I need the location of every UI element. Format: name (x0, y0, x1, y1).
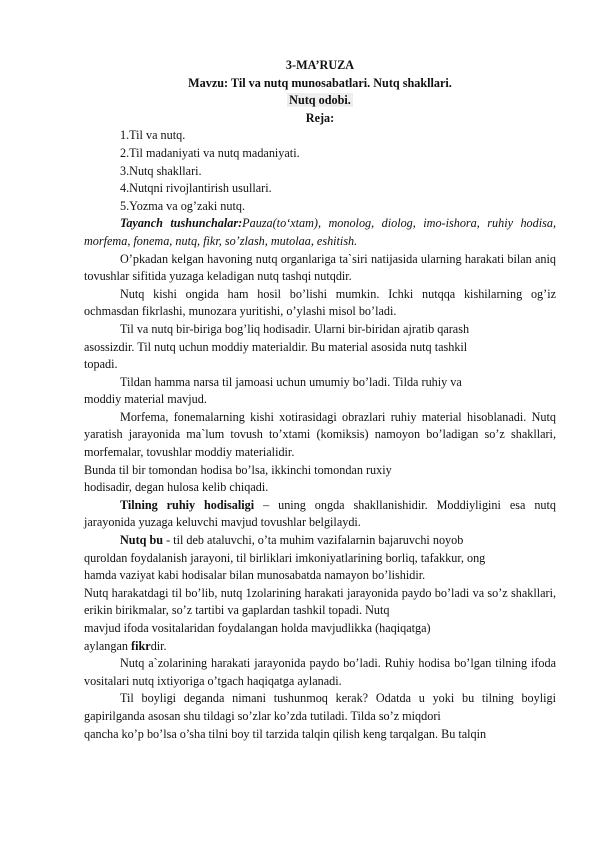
plan-item: 2.Til madaniyati va nutq madaniyati. (120, 145, 300, 160)
text-line: quroldan foydalanish jarayoni, til birliklari imkoniyatlarining borliq, tafakkur, ong (84, 550, 486, 565)
text-line: mavjud ifoda vositalaridan foydalangan holda mavjudlikka (haqiqatga) (84, 621, 431, 635)
text-line: hamda vaziyat kabi hodisalar bilan munosabatda namayon bo’lishidir. (84, 568, 426, 583)
keywords-text: Pauza(to‘xtam), monolog, diolog, imo-ishora, ruhiy hodisa, morfema, fonema, nutq, fikr, so’zlash, mutolaa, eshitish. (84, 216, 556, 248)
plan-title: Reja: (305, 110, 335, 125)
text-run: dir. (150, 638, 167, 653)
bold-term: Tilning ruhiy hodisaligi (120, 497, 255, 512)
text-line: hodisadir, degan hulosa kelib chiqadi. (84, 480, 269, 495)
paragraph-outer-speech: O’pkadan kelgan havoning nutq organlariga ta`siri natijasida ularning harakati bilan aniq tovushlar sifitida yuzaga keladigan nutq tashqi nutqdir. (84, 251, 556, 284)
paragraph-language-richness: Til boyligi deganda nimani tushunmoq kerak? Odatda u yoki bu tilning boyligi gapirilganda asosan shu tildagi so’zlar ko’zda tutiladi. Tilda so’z miqdori (84, 691, 556, 723)
paragraph-language-speech (84, 321, 556, 374)
keywords-paragraph (84, 215, 556, 250)
text-run: – uning ongda shakllanishidir. Moddiyligini esa nutq jarayonida yuzaga keluvchi mavjud tovushlar belgilaydi. (84, 497, 556, 530)
paragraph-language-richness-cont: qancha ko’p bo’lsa o’sha tilni boy til tarzida talqin qilish keng tarqalgan. Bu talqin (84, 726, 487, 741)
lecture-number: 3-MA’RUZA (285, 58, 355, 72)
plan-list (84, 127, 556, 215)
plan-item: 4.Nutqni rivojlantirish usullari. (120, 181, 272, 196)
text-line: Tildan hamma narsa til jamoasi uchun umumiy bo’ladi. Tilda ruhiy va (120, 374, 462, 389)
paragraph-psychic-phenomenon (84, 497, 556, 532)
paragraph-morpheme-cont (84, 462, 556, 497)
bold-term: fikr (131, 638, 151, 653)
text-line: Bunda til bir tomondan hodisa bo’lsa, ikkinchi tomondan ruxiy (84, 462, 392, 477)
topic-subtitle-text: Nutq odobi. (289, 93, 351, 108)
text-run: - til deb ataluvchi, o’ta muhim vazifalarnin bajaruvchi noyob (163, 533, 464, 548)
paragraph-speech-organs: Nutq a`zolarining harakati jarayonida paydo bo’ladi. Ruhiy hodisa bo’lgan tilning ifoda vositalari nutq ixtiyoriga o’tgach haqiqatga aylanadi. (84, 656, 556, 688)
plan-item: 3.Nutq shakllari. (120, 163, 202, 178)
bold-term: Nutq bu (120, 533, 164, 548)
topic-subtitle (84, 92, 556, 110)
plan-item: 1.Til va nutq. (120, 128, 186, 143)
text-run: aylangan (84, 638, 132, 653)
paragraph-active-language-cont (84, 620, 556, 655)
paragraph-morpheme: Morfema, fonemalarning kishi xotirasidagi obrazlari ruhiy material hisoblanadi. Nutq yaratish jarayonida ma`lum tovush to’xtami (komiksis) namoyon bo’ladigan so’z shakllari, morfemalar, tovushlar moddiy materialidir. (84, 409, 556, 460)
topic-title: Mavzu: Til va nutq munosabatlari. Nutq shakllari. (188, 75, 452, 90)
text-line: Til va nutq bir-biriga bog’liq hodisadir. Ularni bir-biridan ajratib qarash (120, 321, 470, 336)
text-line: topadi. (84, 357, 118, 372)
text-line: asossizdir. Til nutq uchun moddiy materialdir. Bu material asosida nutq tashkil (84, 339, 468, 354)
document-page (84, 57, 556, 743)
keywords-label: Tayanch tushunchalar: (120, 216, 243, 231)
paragraph-inner-speech: Nutq kishi ongida ham hosil bo’lishi mumkin. Ichki nutqqa kishilarning og’iz ochmasdan fikrlashi, munozara yuritishi, o’ylashi misol bo’ladi. (84, 286, 556, 319)
paragraph-common-material (84, 374, 556, 409)
paragraph-speech-definition (84, 532, 556, 585)
paragraph-active-language: Nutq harakatdagi til bo’lib, nutq 1zolarining harakati jarayonida paydo bo’ladi va so’z shakllari, erikin birikmalar, so’z tartibi va gaplardan tashkil topadi. Nutq (84, 585, 556, 618)
text-line: moddiy material mavjud. (84, 392, 207, 407)
plan-item: 5.Yozma va og’zaki nutq. (120, 198, 246, 213)
